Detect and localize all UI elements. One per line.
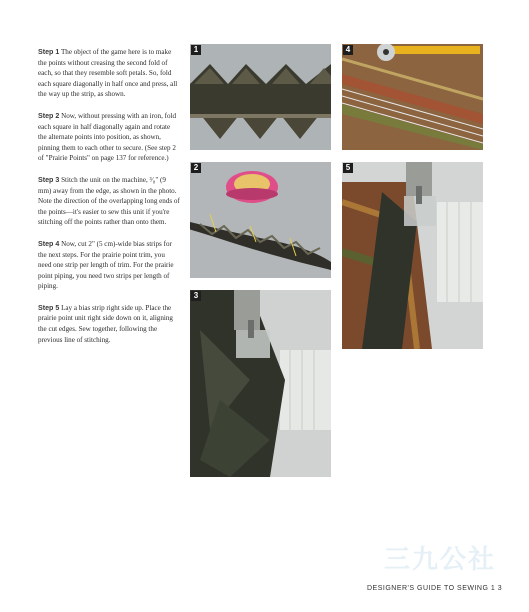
folded-points-image (190, 44, 331, 150)
watermark: 三九公社 (384, 545, 497, 575)
step-heading: Step 3 (38, 175, 60, 184)
step-5 (38, 303, 180, 345)
stitching-image (190, 290, 331, 477)
step-4 (38, 239, 180, 292)
photo-1 (190, 44, 331, 150)
photo-number: 3 (191, 291, 201, 301)
step-text: Stitch the unit on the machine, ³⁄₈" (9 mm) away from the edge, as shown in the photo. Note the direction of the overlapping long ends of the points—it's easier to sew this unit if you're stitching off the points rather than onto them. (38, 175, 180, 227)
step-text: Now, cut 2" (5 cm)-wide bias strips for the next steps. For the prairie point trim, you need one strip per length of trim. For the prairie point piping, you need two strips per length of piping. (38, 239, 174, 291)
step-1 (38, 47, 180, 100)
step-2 (38, 111, 180, 164)
step-heading: Step 5 (38, 303, 60, 312)
sewing-strip-image (342, 162, 483, 349)
instructions-column (38, 47, 180, 356)
step-3 (38, 175, 180, 228)
photo-number: 5 (343, 163, 353, 173)
step-text: Now, without pressing with an iron, fold each square in half diagonally again and rotate the alternate points into position, as shown, pinning them to each other to secure. (See step 2 of "Prairie Points" on page 137 for reference.) (38, 111, 177, 163)
photo-3 (190, 290, 331, 477)
photo-number: 4 (343, 45, 353, 55)
photo-number: 1 (191, 45, 201, 55)
step-heading: Step 2 (38, 111, 60, 120)
step-heading: Step 1 (38, 48, 60, 56)
step-text: The object of the game here is to make the points without creasing the second fold of each, so that they resemble soft petals. So, fold each square diagonally in half once and press, all the way up the strip, as shown. (38, 48, 178, 99)
step-text: Lay a bias strip right side up. Place the prairie point unit right side down on it, aligning the cut edges. Sew together, following the previous line of stitching. (38, 303, 173, 344)
step-heading: Step 4 (38, 239, 60, 248)
photo-2 (190, 162, 331, 278)
page-footer: DESIGNER'S GUIDE TO SEWING 1 3 (367, 585, 503, 592)
photo-5 (342, 162, 483, 349)
photo-number: 2 (191, 163, 201, 173)
pinned-points-image (190, 162, 331, 278)
cutting-strips-image (342, 44, 483, 150)
photo-4 (342, 44, 483, 150)
